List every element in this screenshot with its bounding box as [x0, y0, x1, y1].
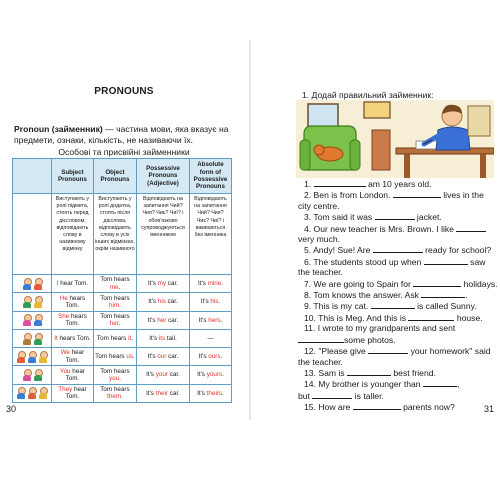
exercise-item: 2. Ben is from London. lives in the [304, 190, 484, 201]
absolute-example: — [189, 329, 231, 347]
column-header: Subject Pronouns [52, 159, 94, 194]
subject-example: He hears Tom. [52, 293, 94, 311]
description-cell: Відповідають на запитання Чий? Чия? Чиє? Чиї? і вживаються без іменника [189, 194, 231, 275]
absolute-example: It's hers. [189, 311, 231, 329]
object-example: Tom hears them. [93, 384, 136, 402]
possessive-example: It's his car. [137, 293, 190, 311]
child-icon [33, 296, 43, 308]
exercise-item: 3. Tom said it was jacket. [304, 212, 442, 223]
subject-example: I hear Tom. [52, 275, 94, 293]
object-example: Tom hears it. [93, 329, 136, 347]
possessive-example: It's our car. [137, 348, 190, 366]
child-icon [33, 314, 43, 326]
description-cell: Виступають у ролі додатка, стоять після дієслова, відповідають слову в усіх інших відмінках, окрім називного [93, 194, 136, 275]
subject-example: We hear Tom. [52, 348, 94, 366]
page-number: 31 [483, 404, 494, 414]
answer-blank[interactable] [424, 256, 468, 265]
child-icon [33, 369, 43, 381]
exercise-item: 15. How are parents now? [304, 402, 455, 413]
possessive-example: It's your car. [137, 366, 190, 384]
table-row [13, 293, 232, 311]
answer-blank[interactable] [373, 244, 423, 253]
window-icon [308, 104, 338, 128]
absolute-example: It's theirs. [189, 384, 231, 402]
object-example: Tom hears us. [93, 348, 136, 366]
exercise-item-continuation: the teacher. [298, 356, 343, 367]
dog-icon [22, 333, 32, 345]
exercise-item: 12. "Please give your homework" said [304, 346, 491, 357]
possessive-example: It's my car. [137, 275, 190, 293]
absolute-example: It's his. [189, 293, 231, 311]
exercise-item-continuation: city centre. [298, 200, 340, 211]
child-icon [16, 351, 26, 363]
child-icon [22, 278, 32, 290]
possessive-example: It's their car. [137, 384, 190, 402]
exercise-item: 14. My brother is younger than , [304, 379, 460, 390]
answer-blank[interactable] [413, 278, 461, 287]
answer-blank[interactable] [371, 300, 415, 309]
column-header: Absolute form of Possessive Pronouns [189, 159, 231, 194]
subject-example: You hear Tom. [52, 366, 94, 384]
table-row [13, 384, 232, 402]
answer-blank[interactable] [347, 367, 391, 376]
answer-blank[interactable] [421, 289, 465, 298]
exercise-list [298, 178, 498, 413]
exercise-item: 4. Our new teacher is Mrs. Brown. I like [298, 223, 494, 234]
page-title: PRONOUNS [94, 86, 154, 97]
people-illustration [13, 275, 52, 293]
object-example: Tom hears her. [93, 311, 136, 329]
table-row [13, 275, 232, 293]
pronoun-definition [14, 124, 239, 146]
exercise-item: 7. We are going to Spain for holidays. [304, 278, 498, 289]
table-header-row [13, 159, 232, 194]
exercise-item-continuation: the teacher. [298, 267, 343, 278]
people-illustration [13, 366, 52, 384]
object-example: Tom hears him. [93, 293, 136, 311]
people-illustration [13, 329, 52, 347]
table-row [13, 311, 232, 329]
answer-blank[interactable] [408, 312, 454, 321]
object-example: Tom hears me. [93, 275, 136, 293]
child-icon [22, 369, 32, 381]
exercise-item: 10. This is Meg. And this is house. [304, 312, 483, 323]
table-row [13, 329, 232, 347]
exercise-item: 1. am 10 years old. [304, 179, 432, 189]
table-subtitle: Особові та присвійні займенники [58, 147, 190, 157]
exercise-item: 9. This is my cat. is called Sunny. [304, 301, 477, 312]
picture-cell [13, 194, 52, 275]
answer-blank[interactable] [353, 401, 401, 410]
exercise-item: 8. Tom knows the answer. Ask . [304, 290, 468, 301]
people-illustration [13, 311, 52, 329]
left-page [0, 0, 248, 430]
page-number: 30 [6, 404, 17, 414]
definition-term: Pronoun (займенник) [14, 124, 103, 134]
child-icon [27, 387, 37, 399]
object-example: Tom hears you. [93, 366, 136, 384]
description-cell: Відповідають на запитання Чий? Чия? Чиє? Чиї? і обов'язково супроводжуються іменником [137, 194, 190, 275]
description-row [13, 194, 232, 275]
subject-example: They hear Tom. [52, 384, 94, 402]
child-icon [27, 351, 37, 363]
answer-blank[interactable] [314, 178, 366, 187]
girl-icon [22, 314, 32, 326]
picture-frame-icon [364, 102, 390, 118]
subject-example: It hears Tom. [52, 329, 94, 347]
table-row [13, 348, 232, 366]
boy-writing-illustration [296, 100, 494, 178]
answer-blank[interactable] [298, 334, 344, 343]
child-icon [38, 351, 48, 363]
boy-icon [22, 296, 32, 308]
definition-text: — частина мови, яка вказує на предмети, ознаки, кількість, не називаючи їх. [14, 124, 229, 145]
exercise-item: 11. I wrote to my grandparents and sent [304, 323, 456, 334]
child-icon [38, 387, 48, 399]
absolute-example: It's ours. [189, 348, 231, 366]
answer-blank[interactable] [312, 390, 352, 399]
child-icon [16, 387, 26, 399]
absolute-example: It's yours. [189, 366, 231, 384]
column-header: Object Pronouns [93, 159, 136, 194]
people-illustration [13, 293, 52, 311]
exercise-item-continuation: but is taller. [298, 390, 384, 401]
shelf-icon [372, 130, 390, 170]
answer-blank[interactable] [368, 345, 408, 354]
picture-column-header [13, 159, 52, 194]
possessive-example: It's her car. [137, 311, 190, 329]
description-cell: Виступають у ролі підмета, стоять перед дієсловом, відповідають слову в називному відмінку [52, 194, 94, 275]
people-illustration [13, 348, 52, 366]
answer-blank[interactable] [423, 378, 457, 387]
exercise-item: 13. Sam is best friend. [304, 367, 436, 378]
column-header: Possessive Pronouns (Adjective) [137, 159, 190, 194]
exercise-item: 5. Andy! Sue! Are ready for school? [304, 245, 492, 256]
board-icon [468, 106, 490, 136]
answer-blank[interactable] [393, 189, 441, 198]
exercise-item-continuation: very much. [298, 234, 341, 245]
pronouns-table [12, 158, 232, 403]
boy-shirt [436, 127, 470, 150]
child-icon [33, 333, 43, 345]
exercise-title: 1. Додай правильний займенник: [302, 90, 434, 100]
answer-blank[interactable] [456, 223, 486, 232]
exercise-item: 6. The students stood up when saw [304, 256, 486, 267]
child-icon [33, 278, 43, 290]
absolute-example: It's mine. [189, 275, 231, 293]
subject-example: She hears Tom. [52, 311, 94, 329]
book-spine [249, 40, 251, 420]
possessive-example: It's its tail. [137, 329, 190, 347]
answer-blank[interactable] [375, 211, 415, 220]
table-row [13, 366, 232, 384]
exercise-item-continuation: some photos. [298, 334, 494, 345]
people-illustration [13, 384, 52, 402]
